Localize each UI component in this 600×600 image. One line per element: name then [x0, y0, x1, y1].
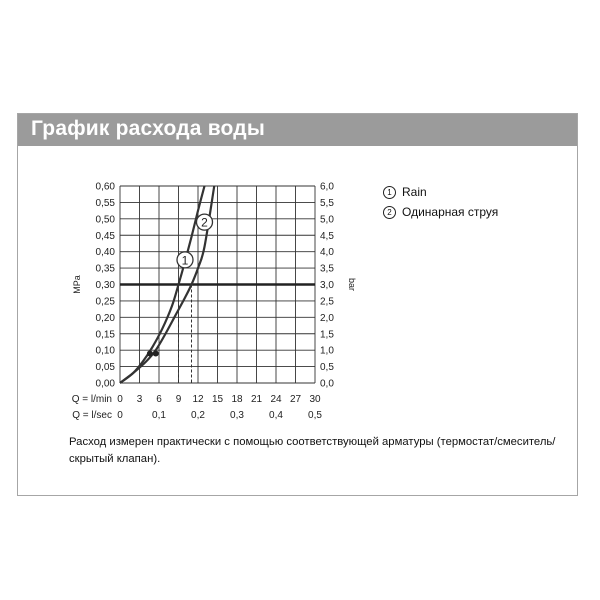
y-tick-label-right: 1,5 — [320, 329, 334, 341]
y-tick-label-left: 0,30 — [95, 280, 115, 291]
y-tick-label-right: 0,5 — [320, 362, 334, 374]
series-label-1: 1 — [181, 253, 189, 268]
y-tick-label-left: 0,20 — [95, 312, 115, 324]
x-tick-label-lmin: 21 — [250, 394, 263, 405]
x-tick-label-lmin: 24 — [270, 394, 282, 405]
y-tick-label-right: 5,0 — [320, 214, 334, 226]
x-axis-label-lsec: Q = l/sec — [72, 410, 112, 421]
data-marker — [147, 350, 153, 356]
y-tick-label-left: 0,60 — [95, 181, 115, 193]
x-tick-label-lsec: 0,1 — [152, 410, 166, 421]
y-tick-label-left: 0,05 — [95, 362, 115, 374]
x-tick-label-lmin: 30 — [309, 394, 321, 405]
legend-label: Rain — [402, 185, 427, 199]
legend-item-rain — [383, 185, 427, 199]
y-tick-label-right: 1,0 — [320, 345, 334, 357]
y-tick-label-right: 2,0 — [320, 312, 334, 324]
flow-chart-card — [17, 113, 578, 496]
x-tick-label-lmin: 15 — [211, 394, 224, 405]
y-tick-label-left: 0,25 — [95, 296, 115, 308]
y-tick-label-right: 4,5 — [320, 230, 334, 242]
chart-note: Расход измерен практически с помощью соответствующей арматуры (термостат/смеситель/скрытый клапан). — [69, 436, 556, 465]
y-tick-label-right: 6,0 — [320, 181, 334, 193]
card-title: График расхода воды — [31, 117, 265, 140]
y-tick-label-left: 0,35 — [95, 263, 115, 275]
series-label-2: 2 — [201, 215, 208, 230]
x-tick-label-lmin: 18 — [231, 394, 243, 405]
y-tick-label-left: 0,15 — [95, 329, 115, 341]
x-axis-label-lmin: Q = l/min — [71, 394, 112, 405]
x-tick-label-lsec: 0,5 — [308, 410, 322, 421]
x-tick-label-lsec: 0,4 — [269, 410, 283, 421]
x-tick-label-lsec: 0,2 — [191, 410, 205, 421]
y-tick-label-left: 0,55 — [95, 197, 115, 209]
legend-item-single-spray — [383, 205, 498, 219]
y-tick-label-right: 3,5 — [320, 263, 334, 275]
y-axis-label-left: MPa — [72, 275, 82, 294]
x-tick-label-lmin: 27 — [289, 394, 302, 405]
legend-label: Одинарная струя — [402, 205, 499, 219]
x-tick-label-lmin: 0 — [117, 394, 123, 405]
legend-number: 2 — [383, 206, 396, 219]
y-axis-label-right: bar — [347, 277, 357, 292]
y-tick-label-left: 0,00 — [95, 378, 115, 390]
y-tick-label-right: 3,0 — [320, 280, 334, 291]
data-marker — [153, 350, 159, 356]
x-tick-label-lsec: 0,3 — [230, 410, 244, 421]
y-tick-label-left: 0,45 — [95, 230, 115, 242]
y-tick-label-right: 0,0 — [320, 378, 334, 390]
x-tick-label-lsec: 0 — [117, 410, 123, 421]
legend-number: 1 — [383, 186, 396, 199]
y-tick-label-left: 0,40 — [95, 247, 115, 259]
y-tick-label-left: 0,10 — [95, 345, 115, 357]
x-tick-label-lmin: 3 — [136, 394, 143, 405]
x-tick-label-lmin: 12 — [192, 394, 204, 405]
x-tick-label-lmin: 9 — [175, 394, 182, 405]
x-tick-label-lmin: 6 — [156, 394, 162, 405]
flow-chart — [18, 114, 577, 434]
y-tick-label-left: 0,50 — [95, 214, 115, 226]
y-tick-label-right: 5,5 — [320, 197, 334, 209]
y-tick-label-right: 2,5 — [320, 296, 334, 308]
y-tick-label-right: 4,0 — [320, 247, 334, 259]
